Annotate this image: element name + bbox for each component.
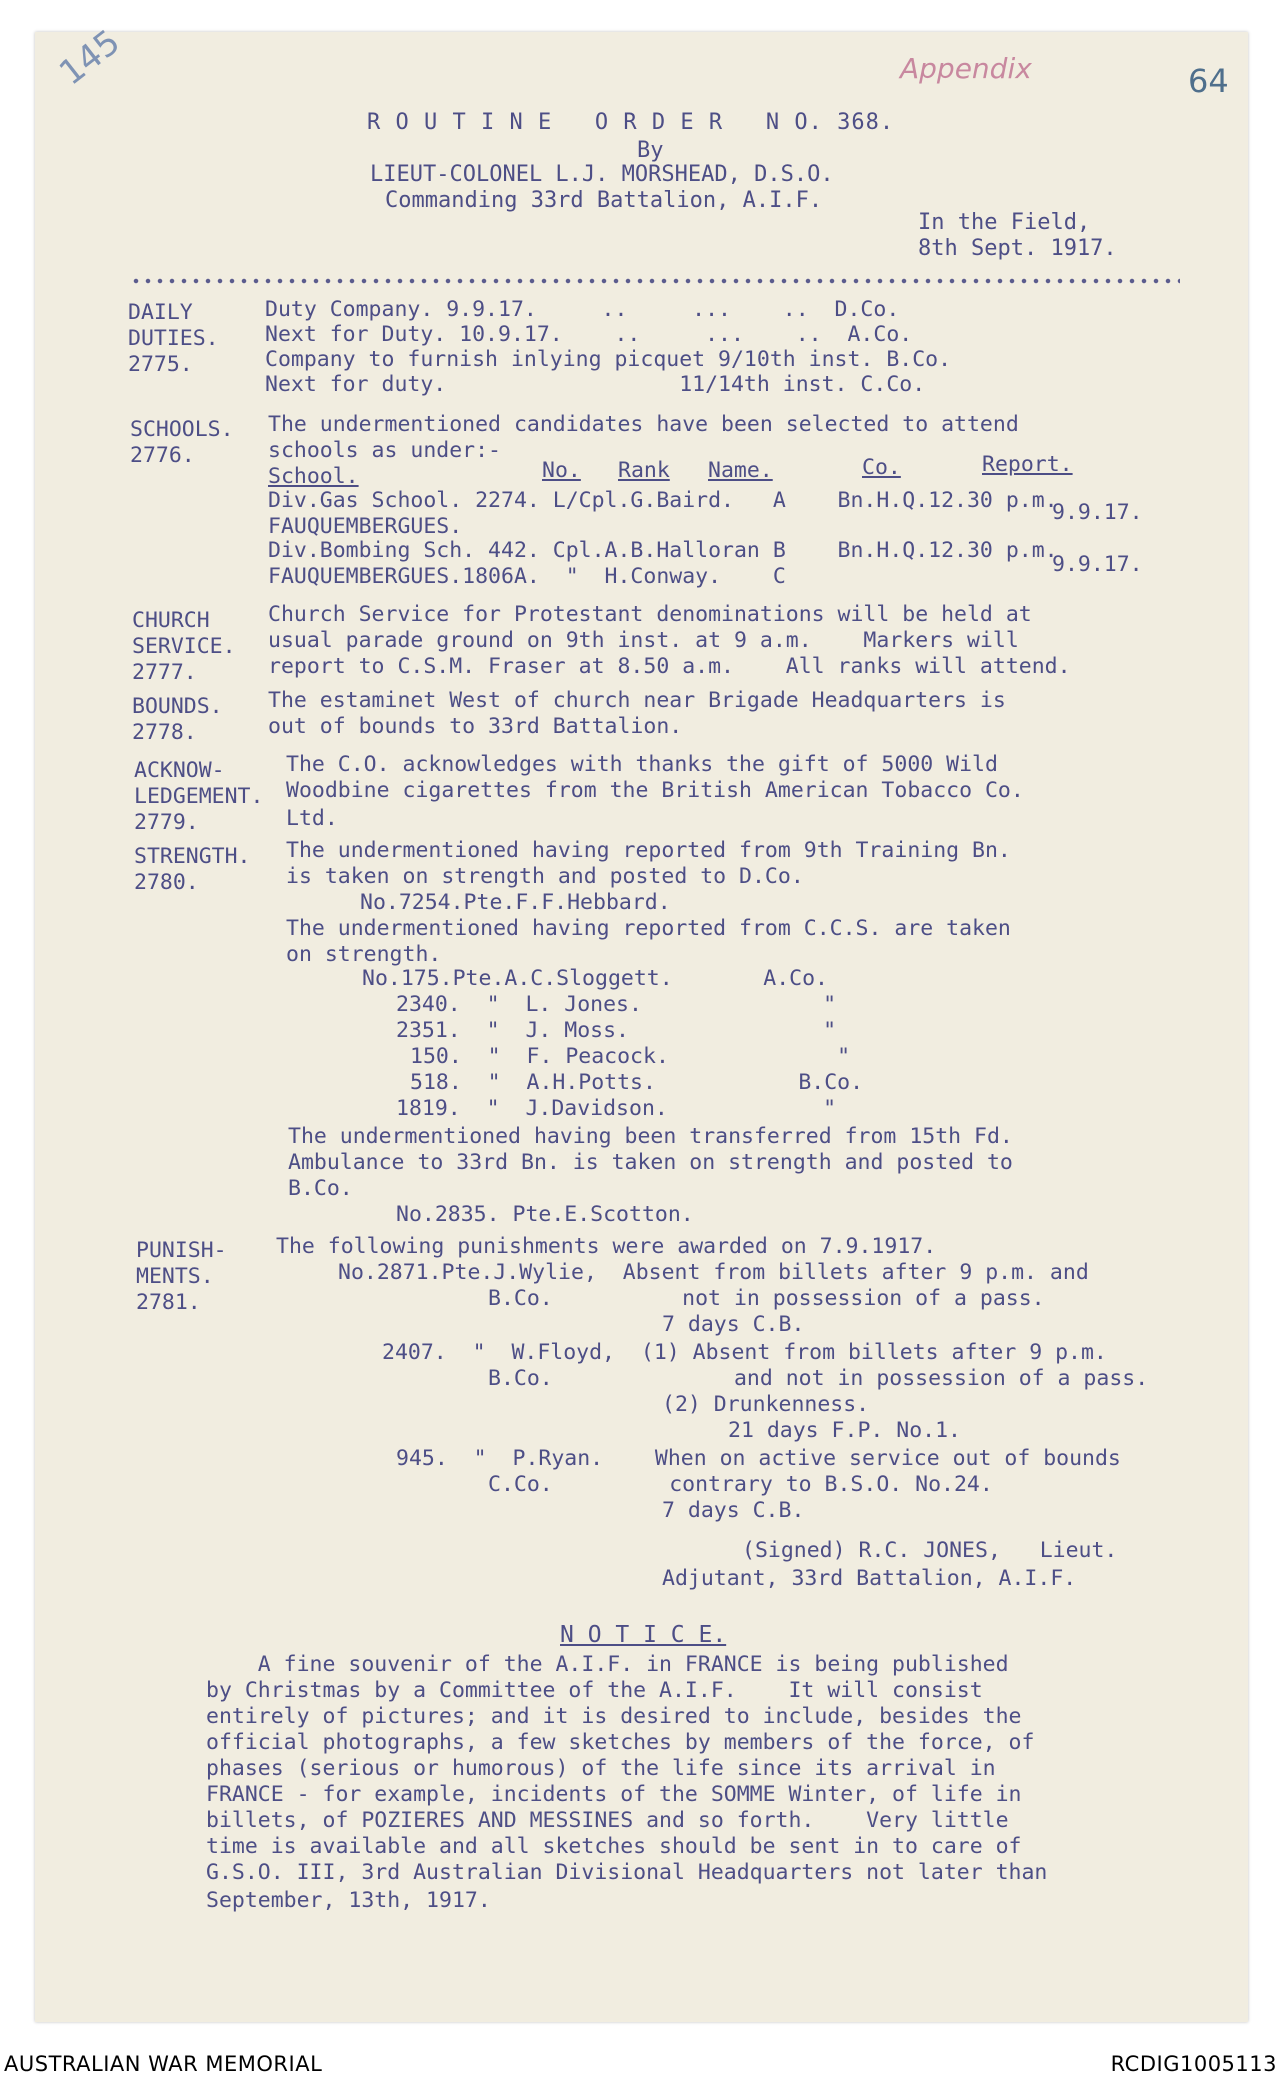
acknowledgement-label: LEDGEMENT.: [134, 784, 264, 809]
signature-line: Adjutant, 33rd Battalion, A.I.F.: [662, 1566, 1077, 1591]
folio-number: 145: [52, 22, 128, 94]
daily-duties-label: DUTIES.: [128, 326, 219, 351]
strength-roll-row: No.175.Pte.A.C.Sloggett. A.Co.: [362, 966, 828, 991]
punishment-entry: 7 days C.B.: [662, 1312, 805, 1337]
acknowledgement-label: ACKNOW-: [134, 758, 225, 783]
daily-duties-label: DAILY: [128, 300, 193, 325]
strength-number: 2780.: [134, 870, 199, 895]
schools-row: Div.Gas School. 2274. L/Cpl.G.Baird. A Bn.H.Q.12.30 p.m.: [268, 488, 1058, 513]
notice-text: official photographs, a few sketches by members of the force, of: [206, 1730, 1035, 1755]
unit-name: Commanding 33rd Battalion, A.I.F.: [385, 188, 823, 213]
strength-text: B.Co.: [288, 1176, 353, 1201]
church-text: report to C.S.M. Fraser at 8.50 a.m. All ranks will attend.: [268, 654, 1071, 679]
order-place: In the Field,: [918, 210, 1091, 235]
punishments-label: PUNISH-: [136, 1238, 227, 1263]
schools-column-school: School.: [268, 464, 359, 489]
strength-roll-row: 1819. " J.Davidson. ": [396, 1096, 837, 1121]
order-by: By: [637, 138, 664, 163]
strength-text: The undermentioned having been transferred from 15th Fd.: [288, 1124, 1013, 1149]
strength-roll-row: 150. " F. Peacock. ": [410, 1044, 851, 1069]
daily-duties-text: Duty Company. 9.9.17. .. ... .. D.Co.: [265, 297, 900, 322]
schools-row: 9.9.17.: [1052, 500, 1143, 525]
punishments-number: 2781.: [136, 1290, 201, 1315]
order-title: R O U T I N E O R D E R N O. 368.: [367, 110, 895, 135]
notice-text: G.S.O. III, 3rd Australian Divisional Headquarters not later than: [206, 1860, 1048, 1885]
bounds-number: 2778.: [132, 720, 197, 745]
schools-label: SCHOOLS.: [130, 417, 234, 442]
acknowledgement-text: Woodbine cigarettes from the British American Tobacco Co.: [286, 778, 1024, 803]
strength-text: Ambulance to 33rd Bn. is taken on strength and posted to: [288, 1150, 1013, 1175]
daily-duties-number: 2775.: [128, 352, 193, 377]
notice-text: time is available and all sketches should be sent in to care of: [206, 1834, 1022, 1859]
strength-text: The undermentioned having reported from C.C.S. are taken: [286, 916, 1011, 941]
schools-column-co: Co.: [862, 455, 901, 480]
church-text: Church Service for Protestant denominations will be held at: [268, 602, 1032, 627]
schools-row: 9.9.17.: [1052, 552, 1143, 577]
notice-text: phases (serious or humorous) of the life since its arrival in: [206, 1756, 996, 1781]
punishment-entry: 7 days C.B.: [662, 1498, 805, 1523]
acknowledgement-text: Ltd.: [286, 806, 338, 831]
schools-column-name: Name.: [708, 458, 773, 483]
strength-label: STRENGTH.: [134, 844, 251, 869]
notice-text: entirely of pictures; and it is desired to include, besides the: [206, 1704, 1022, 1729]
strength-text: The undermentioned having reported from 9th Training Bn.: [286, 838, 1011, 863]
notice-text: by Christmas by a Committee of the A.I.F. It will consist: [206, 1678, 983, 1703]
archive-reference: RCDIG1005113: [1110, 2052, 1277, 2076]
commander-name: LIEUT-COLONEL L.J. MORSHEAD, D.S.O.: [370, 162, 834, 187]
punishment-entry: B.Co. not in possession of a pass.: [488, 1286, 1045, 1311]
strength-text: is taken on strength and posted to D.Co.: [286, 864, 804, 889]
schools-column-rank: Rank: [618, 458, 670, 483]
signature-line: (Signed) R.C. JONES, Lieut.: [742, 1538, 1118, 1563]
bounds-label: BOUNDS.: [132, 694, 223, 719]
strength-text: No.2835. Pte.E.Scotton.: [396, 1202, 694, 1227]
acknowledgement-text: The C.O. acknowledges with thanks the gift of 5000 Wild: [286, 752, 998, 777]
notice-text: September, 13th, 1917.: [206, 1888, 491, 1913]
church-label: SERVICE.: [132, 634, 236, 659]
strength-roll-row: 518. " A.H.Potts. B.Co.: [410, 1070, 864, 1095]
strength-text: No.7254.Pte.F.F.Hebbard.: [360, 890, 671, 915]
schools-row: FAUQUEMBERGUES.1806A. " H.Conway. C: [268, 564, 786, 589]
schools-column-report: Report.: [982, 452, 1073, 477]
punishment-entry: (2) Drunkenness.: [662, 1392, 870, 1417]
separator-line: [130, 277, 1180, 285]
notice-text: billets, of POZIERES AND MESSINES and so forth. Very little: [206, 1808, 1009, 1833]
schools-text: The undermentioned candidates have been selected to attend: [268, 412, 1019, 437]
punishment-entry: 945. " P.Ryan. When on active service out of bounds: [396, 1446, 1121, 1471]
order-date: 8th Sept. 1917.: [918, 236, 1117, 261]
schools-number: 2776.: [130, 443, 195, 468]
schools-row: Div.Bombing Sch. 442. Cpl.A.B.Halloran B Bn.H.Q.12.30 p.m.: [268, 538, 1058, 563]
bounds-text: The estaminet West of church near Brigade Headquarters is: [268, 688, 1006, 713]
strength-roll-row: 2340. " L. Jones. ": [396, 992, 837, 1017]
punishment-entry: 2407. " W.Floyd, (1) Absent from billets after 9 p.m.: [382, 1340, 1107, 1365]
schools-text: schools as under:-: [268, 438, 501, 463]
church-label: CHURCH: [132, 608, 210, 633]
strength-roll-row: 2351. " J. Moss. ": [396, 1018, 837, 1043]
church-text: usual parade ground on 9th inst. at 9 a.m. Markers will: [268, 628, 1019, 653]
notice-text: A fine souvenir of the A.I.F. in FRANCE is being published: [206, 1652, 1009, 1677]
page-number: 64: [1188, 62, 1229, 100]
appendix-annotation: Appendix: [900, 52, 1032, 85]
archive-credit: AUSTRALIAN WAR MEMORIAL: [4, 2052, 323, 2076]
punishments-text: The following punishments were awarded on 7.9.1917.: [276, 1234, 937, 1259]
punishment-entry: C.Co. contrary to B.S.O. No.24.: [488, 1472, 993, 1497]
punishments-label: MENTS.: [136, 1264, 214, 1289]
notice-text: FRANCE - for example, incidents of the SOMME Winter, of life in: [206, 1782, 1022, 1807]
punishment-entry: No.2871.Pte.J.Wylie, Absent from billets after 9 p.m. and: [338, 1260, 1089, 1285]
daily-duties-text: Company to furnish inlying picquet 9/10th inst. B.Co.: [265, 347, 952, 372]
punishment-entry: 21 days F.P. No.1.: [728, 1418, 961, 1443]
schools-column-no: No.: [542, 458, 581, 483]
punishment-entry: B.Co. and not in possession of a pass.: [488, 1366, 1149, 1391]
church-number: 2777.: [132, 660, 197, 685]
acknowledgement-number: 2779.: [134, 810, 199, 835]
schools-row: FAUQUEMBERGUES.: [268, 514, 463, 539]
daily-duties-text: Next for duty. 11/14th inst. C.Co.: [265, 372, 926, 397]
notice-title: N O T I C E.: [560, 1622, 727, 1648]
bounds-text: out of bounds to 33rd Battalion.: [268, 714, 683, 739]
strength-text: on strength.: [286, 942, 442, 967]
daily-duties-text: Next for Duty. 10.9.17. .. ... .. A.Co.: [265, 322, 913, 347]
